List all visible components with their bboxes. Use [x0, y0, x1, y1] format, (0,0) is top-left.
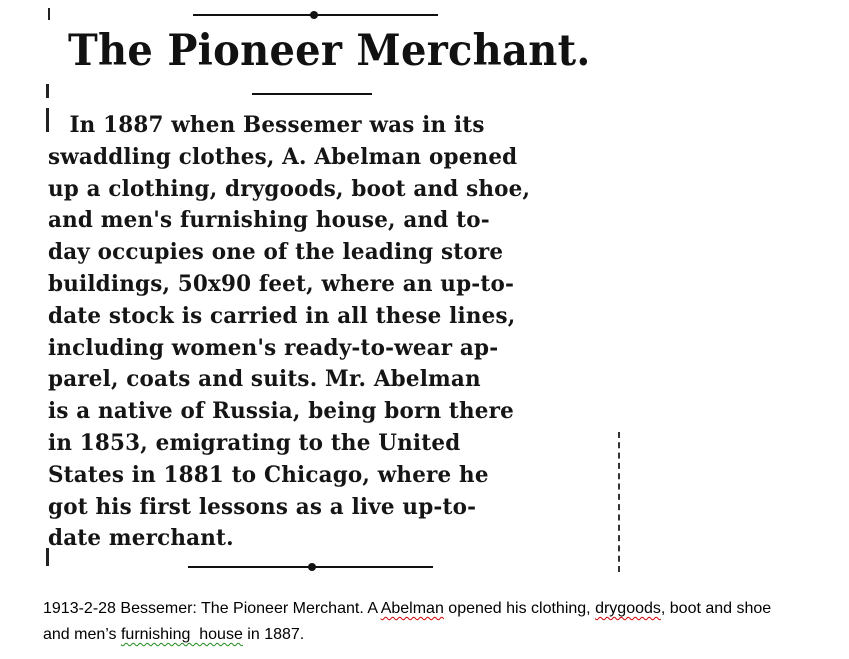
caption-word-drygoods[interactable]: drygoods — [595, 600, 661, 617]
caption-word-abelman[interactable]: Abelman — [380, 600, 444, 617]
top-rule-ornament — [310, 11, 318, 19]
headline: The Pioneer Merchant. — [68, 26, 591, 76]
caption-text: 1913-2-28 Bessemer: The Pioneer Merchant. A — [43, 600, 381, 617]
newspaper-clipping — [40, 0, 630, 578]
caption-line-2 — [43, 622, 843, 648]
caption-text: in 1887. — [242, 626, 305, 643]
article-line: got his first lessons as a live up-to- — [48, 493, 477, 520]
article-line: parel, coats and suits. Mr. Abelman — [48, 366, 481, 393]
article-line: In 1887 when Bessemer was in its — [69, 112, 485, 138]
article-line: swaddling clothes, A. Abelman opened — [48, 143, 518, 170]
article-line: up a clothing, drygoods, boot and shoe, — [48, 175, 531, 202]
caption-line-1 — [43, 596, 843, 622]
bottom-rule-ornament — [308, 563, 316, 571]
clipping-edge-mark — [618, 432, 620, 572]
article-line: buildings, 50x90 feet, where an up-to- — [48, 270, 515, 297]
headline-rule — [252, 93, 372, 95]
caption-text: opened his clothing, — [443, 600, 596, 617]
caption-phrase-furnishing-house[interactable]: furnishing house — [120, 626, 243, 643]
article-line: in 1853, emigrating to the United — [48, 429, 461, 456]
article-line: date merchant. — [48, 525, 234, 552]
caption-text: and men’s — [43, 626, 121, 643]
article-body — [48, 110, 608, 555]
article-line: day occupies one of the leading store — [48, 239, 504, 266]
article-line: States in 1881 to Chicago, where he — [48, 461, 489, 488]
caption-text: , boot and shoe — [660, 600, 772, 617]
article-line: including women's ready-to-wear ap- — [48, 334, 499, 361]
margin-mark — [48, 8, 50, 20]
margin-mark — [46, 84, 49, 98]
article-line: and men's furnishing house, and to- — [48, 207, 490, 234]
article-line: date stock is carried in all these lines, — [48, 302, 516, 329]
article-line: is a native of Russia, being born there — [48, 398, 514, 425]
caption — [43, 596, 843, 648]
